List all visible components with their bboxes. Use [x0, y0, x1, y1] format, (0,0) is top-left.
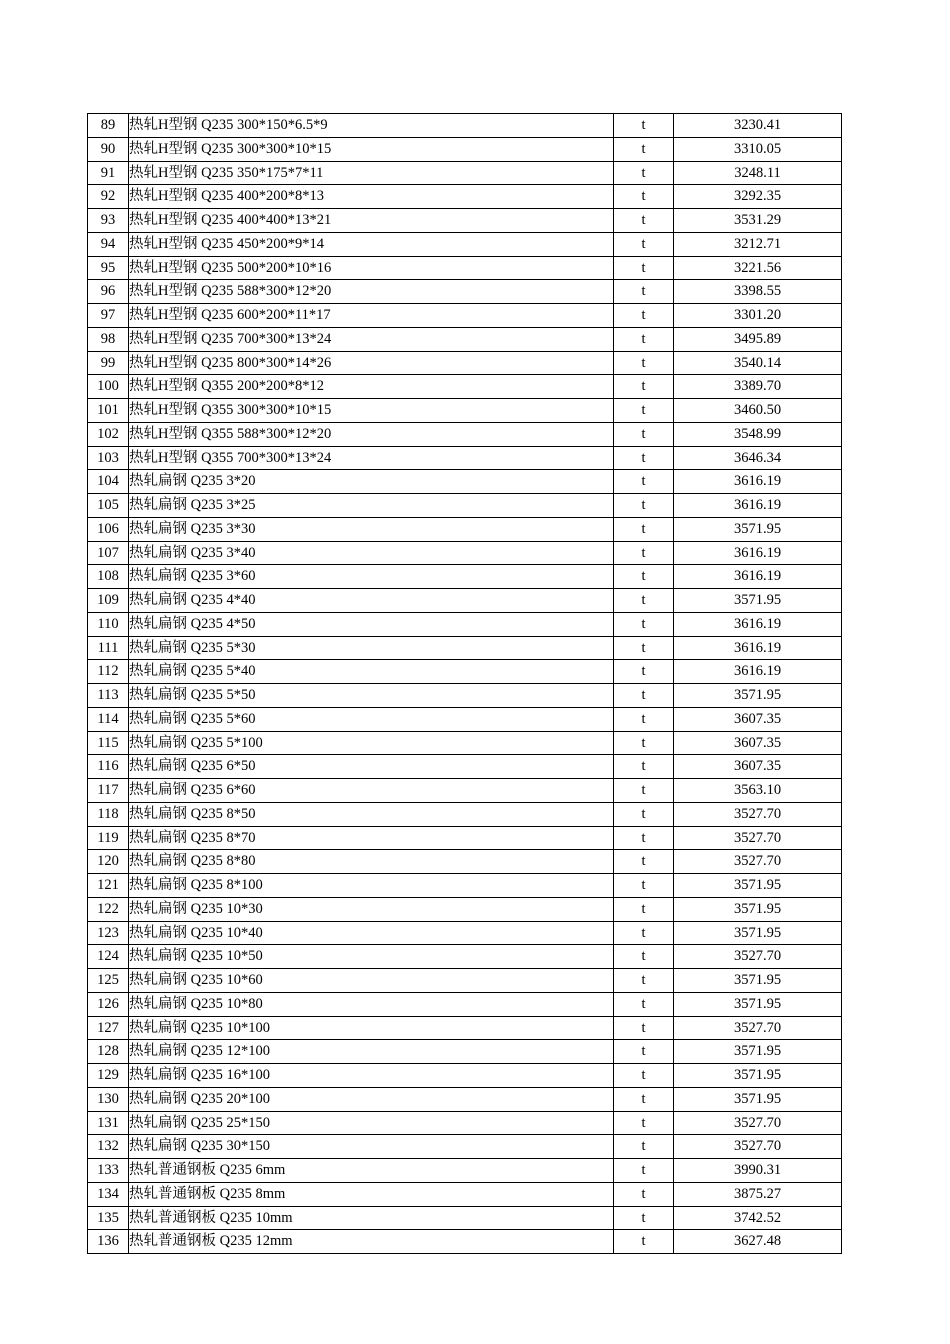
table-row — [88, 850, 842, 874]
row-price-cell: 3310.05 — [674, 137, 842, 161]
row-price-cell: 3571.95 — [674, 1064, 842, 1088]
row-index-cell: 125 — [88, 969, 129, 993]
row-index-cell: 114 — [88, 707, 129, 731]
row-price-cell: 3607.35 — [674, 731, 842, 755]
table-row — [88, 636, 842, 660]
row-name-cell: 热轧扁钢 Q235 10*50 — [129, 945, 614, 969]
row-unit-cell: t — [614, 921, 674, 945]
row-price-cell: 3460.50 — [674, 399, 842, 423]
table-row — [88, 969, 842, 993]
table-row — [88, 185, 842, 209]
row-price-cell: 3527.70 — [674, 1135, 842, 1159]
row-index-cell: 122 — [88, 897, 129, 921]
row-name-cell: 热轧H型钢 Q355 200*200*8*12 — [129, 375, 614, 399]
row-price-cell: 3607.35 — [674, 707, 842, 731]
row-unit-cell: t — [614, 731, 674, 755]
row-price-cell: 3616.19 — [674, 660, 842, 684]
row-index-cell: 89 — [88, 114, 129, 138]
row-index-cell: 119 — [88, 826, 129, 850]
row-name-cell: 热轧H型钢 Q235 800*300*14*26 — [129, 351, 614, 375]
row-unit-cell: t — [614, 992, 674, 1016]
table-row — [88, 1111, 842, 1135]
table-row — [88, 1087, 842, 1111]
row-unit-cell: t — [614, 1206, 674, 1230]
row-unit-cell: t — [614, 517, 674, 541]
row-index-cell: 134 — [88, 1182, 129, 1206]
row-index-cell: 135 — [88, 1206, 129, 1230]
row-unit-cell: t — [614, 945, 674, 969]
row-index-cell: 97 — [88, 304, 129, 328]
row-unit-cell: t — [614, 399, 674, 423]
row-name-cell: 热轧扁钢 Q235 20*100 — [129, 1087, 614, 1111]
row-unit-cell: t — [614, 897, 674, 921]
row-price-cell: 3616.19 — [674, 470, 842, 494]
row-price-cell: 3607.35 — [674, 755, 842, 779]
row-price-cell: 3495.89 — [674, 327, 842, 351]
row-name-cell: 热轧H型钢 Q355 700*300*13*24 — [129, 446, 614, 470]
table-row — [88, 541, 842, 565]
row-price-cell: 3527.70 — [674, 945, 842, 969]
row-price-cell: 3301.20 — [674, 304, 842, 328]
row-price-cell: 3571.95 — [674, 897, 842, 921]
row-index-cell: 129 — [88, 1064, 129, 1088]
row-unit-cell: t — [614, 209, 674, 233]
row-price-cell: 3742.52 — [674, 1206, 842, 1230]
row-name-cell: 热轧扁钢 Q235 5*60 — [129, 707, 614, 731]
row-price-cell: 3875.27 — [674, 1182, 842, 1206]
row-price-cell: 3563.10 — [674, 779, 842, 803]
table-row — [88, 470, 842, 494]
row-price-cell: 3527.70 — [674, 850, 842, 874]
row-index-cell: 96 — [88, 280, 129, 304]
table-row — [88, 992, 842, 1016]
row-name-cell: 热轧扁钢 Q235 10*40 — [129, 921, 614, 945]
row-price-cell: 3571.95 — [674, 589, 842, 613]
row-index-cell: 131 — [88, 1111, 129, 1135]
row-name-cell: 热轧H型钢 Q235 500*200*10*16 — [129, 256, 614, 280]
row-unit-cell: t — [614, 589, 674, 613]
row-unit-cell: t — [614, 375, 674, 399]
row-index-cell: 115 — [88, 731, 129, 755]
row-index-cell: 100 — [88, 375, 129, 399]
row-name-cell: 热轧扁钢 Q235 10*100 — [129, 1016, 614, 1040]
row-name-cell: 热轧扁钢 Q235 8*80 — [129, 850, 614, 874]
row-unit-cell: t — [614, 114, 674, 138]
row-price-cell: 3540.14 — [674, 351, 842, 375]
row-unit-cell: t — [614, 541, 674, 565]
row-price-cell: 3990.31 — [674, 1159, 842, 1183]
row-price-cell: 3527.70 — [674, 802, 842, 826]
row-unit-cell: t — [614, 446, 674, 470]
table-row — [88, 779, 842, 803]
table-row — [88, 802, 842, 826]
row-index-cell: 101 — [88, 399, 129, 423]
table-row — [88, 137, 842, 161]
row-name-cell: 热轧扁钢 Q235 4*40 — [129, 589, 614, 613]
row-price-cell: 3221.56 — [674, 256, 842, 280]
table-row — [88, 612, 842, 636]
row-price-cell: 3531.29 — [674, 209, 842, 233]
row-unit-cell: t — [614, 494, 674, 518]
row-name-cell: 热轧普通钢板 Q235 10mm — [129, 1206, 614, 1230]
row-unit-cell: t — [614, 684, 674, 708]
row-unit-cell: t — [614, 280, 674, 304]
row-index-cell: 95 — [88, 256, 129, 280]
row-name-cell: 热轧H型钢 Q235 350*175*7*11 — [129, 161, 614, 185]
table-row — [88, 731, 842, 755]
row-index-cell: 120 — [88, 850, 129, 874]
row-index-cell: 92 — [88, 185, 129, 209]
row-price-cell: 3616.19 — [674, 565, 842, 589]
row-name-cell: 热轧扁钢 Q235 4*50 — [129, 612, 614, 636]
table-row — [88, 1135, 842, 1159]
row-price-cell: 3616.19 — [674, 494, 842, 518]
row-index-cell: 136 — [88, 1230, 129, 1254]
row-unit-cell: t — [614, 612, 674, 636]
table-row — [88, 1064, 842, 1088]
row-unit-cell: t — [614, 755, 674, 779]
row-name-cell: 热轧H型钢 Q235 700*300*13*24 — [129, 327, 614, 351]
row-name-cell: 热轧H型钢 Q355 588*300*12*20 — [129, 422, 614, 446]
row-index-cell: 126 — [88, 992, 129, 1016]
row-unit-cell: t — [614, 232, 674, 256]
row-index-cell: 107 — [88, 541, 129, 565]
table-row — [88, 1182, 842, 1206]
table-row — [88, 589, 842, 613]
row-name-cell: 热轧扁钢 Q235 6*50 — [129, 755, 614, 779]
table-row — [88, 755, 842, 779]
row-name-cell: 热轧扁钢 Q235 3*40 — [129, 541, 614, 565]
row-name-cell: 热轧扁钢 Q235 8*50 — [129, 802, 614, 826]
row-index-cell: 111 — [88, 636, 129, 660]
row-index-cell: 118 — [88, 802, 129, 826]
table-row — [88, 256, 842, 280]
row-name-cell: 热轧扁钢 Q235 3*60 — [129, 565, 614, 589]
row-index-cell: 123 — [88, 921, 129, 945]
row-name-cell: 热轧扁钢 Q235 8*70 — [129, 826, 614, 850]
row-index-cell: 103 — [88, 446, 129, 470]
row-index-cell: 102 — [88, 422, 129, 446]
row-name-cell: 热轧扁钢 Q235 10*30 — [129, 897, 614, 921]
table-row — [88, 351, 842, 375]
row-price-cell: 3527.70 — [674, 1016, 842, 1040]
row-price-cell: 3616.19 — [674, 636, 842, 660]
row-price-cell: 3571.95 — [674, 1087, 842, 1111]
row-price-cell: 3571.95 — [674, 921, 842, 945]
row-index-cell: 90 — [88, 137, 129, 161]
row-unit-cell: t — [614, 707, 674, 731]
price-table — [87, 113, 842, 1254]
row-unit-cell: t — [614, 1135, 674, 1159]
row-price-cell: 3571.95 — [674, 969, 842, 993]
row-price-cell: 3292.35 — [674, 185, 842, 209]
row-name-cell: 热轧普通钢板 Q235 12mm — [129, 1230, 614, 1254]
row-index-cell: 117 — [88, 779, 129, 803]
row-unit-cell: t — [614, 969, 674, 993]
row-unit-cell: t — [614, 1040, 674, 1064]
row-price-cell: 3616.19 — [674, 612, 842, 636]
table-row — [88, 517, 842, 541]
row-name-cell: 热轧扁钢 Q235 25*150 — [129, 1111, 614, 1135]
row-index-cell: 112 — [88, 660, 129, 684]
row-unit-cell: t — [614, 802, 674, 826]
table-row — [88, 660, 842, 684]
table-row — [88, 161, 842, 185]
row-unit-cell: t — [614, 779, 674, 803]
row-index-cell: 128 — [88, 1040, 129, 1064]
table-row — [88, 684, 842, 708]
row-unit-cell: t — [614, 470, 674, 494]
table-row — [88, 375, 842, 399]
row-unit-cell: t — [614, 1182, 674, 1206]
row-name-cell: 热轧扁钢 Q235 16*100 — [129, 1064, 614, 1088]
row-index-cell: 105 — [88, 494, 129, 518]
table-row — [88, 1206, 842, 1230]
row-unit-cell: t — [614, 137, 674, 161]
row-price-cell: 3616.19 — [674, 541, 842, 565]
row-price-cell: 3646.34 — [674, 446, 842, 470]
table-row — [88, 399, 842, 423]
row-price-cell: 3548.99 — [674, 422, 842, 446]
row-index-cell: 116 — [88, 755, 129, 779]
table-row — [88, 1159, 842, 1183]
row-name-cell: 热轧扁钢 Q235 10*60 — [129, 969, 614, 993]
row-index-cell: 121 — [88, 874, 129, 898]
table-row — [88, 945, 842, 969]
row-index-cell: 108 — [88, 565, 129, 589]
row-unit-cell: t — [614, 850, 674, 874]
row-price-cell: 3571.95 — [674, 684, 842, 708]
row-index-cell: 113 — [88, 684, 129, 708]
row-name-cell: 热轧H型钢 Q235 300*300*10*15 — [129, 137, 614, 161]
row-name-cell: 热轧扁钢 Q235 6*60 — [129, 779, 614, 803]
row-price-cell: 3398.55 — [674, 280, 842, 304]
row-name-cell: 热轧扁钢 Q235 12*100 — [129, 1040, 614, 1064]
row-price-cell: 3248.11 — [674, 161, 842, 185]
row-unit-cell: t — [614, 1159, 674, 1183]
row-index-cell: 106 — [88, 517, 129, 541]
row-name-cell: 热轧扁钢 Q235 3*30 — [129, 517, 614, 541]
row-index-cell: 93 — [88, 209, 129, 233]
row-name-cell: 热轧H型钢 Q235 450*200*9*14 — [129, 232, 614, 256]
row-name-cell: 热轧扁钢 Q235 5*30 — [129, 636, 614, 660]
row-index-cell: 133 — [88, 1159, 129, 1183]
table-row — [88, 114, 842, 138]
row-unit-cell: t — [614, 1111, 674, 1135]
row-name-cell: 热轧扁钢 Q235 5*40 — [129, 660, 614, 684]
row-unit-cell: t — [614, 1064, 674, 1088]
row-price-cell: 3527.70 — [674, 1111, 842, 1135]
row-name-cell: 热轧H型钢 Q235 600*200*11*17 — [129, 304, 614, 328]
row-unit-cell: t — [614, 874, 674, 898]
row-price-cell: 3527.70 — [674, 826, 842, 850]
row-name-cell: 热轧H型钢 Q355 300*300*10*15 — [129, 399, 614, 423]
row-name-cell: 热轧普通钢板 Q235 8mm — [129, 1182, 614, 1206]
row-unit-cell: t — [614, 351, 674, 375]
row-price-cell: 3571.95 — [674, 874, 842, 898]
row-unit-cell: t — [614, 256, 674, 280]
row-index-cell: 99 — [88, 351, 129, 375]
row-index-cell: 127 — [88, 1016, 129, 1040]
row-unit-cell: t — [614, 826, 674, 850]
row-name-cell: 热轧扁钢 Q235 10*80 — [129, 992, 614, 1016]
price-table-container — [87, 113, 841, 1254]
row-unit-cell: t — [614, 1016, 674, 1040]
table-row — [88, 209, 842, 233]
row-name-cell: 热轧扁钢 Q235 5*100 — [129, 731, 614, 755]
row-unit-cell: t — [614, 660, 674, 684]
row-unit-cell: t — [614, 185, 674, 209]
row-name-cell: 热轧扁钢 Q235 30*150 — [129, 1135, 614, 1159]
row-unit-cell: t — [614, 636, 674, 660]
table-row — [88, 565, 842, 589]
row-price-cell: 3571.95 — [674, 992, 842, 1016]
table-row — [88, 304, 842, 328]
row-price-cell: 3230.41 — [674, 114, 842, 138]
row-index-cell: 124 — [88, 945, 129, 969]
row-name-cell: 热轧H型钢 Q235 588*300*12*20 — [129, 280, 614, 304]
row-index-cell: 130 — [88, 1087, 129, 1111]
table-row — [88, 280, 842, 304]
row-index-cell: 132 — [88, 1135, 129, 1159]
row-name-cell: 热轧H型钢 Q235 400*200*8*13 — [129, 185, 614, 209]
table-row — [88, 494, 842, 518]
table-row — [88, 446, 842, 470]
row-price-cell: 3571.95 — [674, 517, 842, 541]
price-table-body — [88, 114, 842, 1254]
row-unit-cell: t — [614, 565, 674, 589]
row-index-cell: 98 — [88, 327, 129, 351]
row-index-cell: 104 — [88, 470, 129, 494]
row-name-cell: 热轧扁钢 Q235 8*100 — [129, 874, 614, 898]
row-name-cell: 热轧扁钢 Q235 3*20 — [129, 470, 614, 494]
row-name-cell: 热轧扁钢 Q235 5*50 — [129, 684, 614, 708]
row-index-cell: 109 — [88, 589, 129, 613]
row-unit-cell: t — [614, 1230, 674, 1254]
row-price-cell: 3627.48 — [674, 1230, 842, 1254]
table-row — [88, 327, 842, 351]
row-index-cell: 91 — [88, 161, 129, 185]
row-unit-cell: t — [614, 304, 674, 328]
row-index-cell: 94 — [88, 232, 129, 256]
row-name-cell: 热轧H型钢 Q235 400*400*13*21 — [129, 209, 614, 233]
table-row — [88, 921, 842, 945]
table-row — [88, 1230, 842, 1254]
row-price-cell: 3389.70 — [674, 375, 842, 399]
row-name-cell: 热轧普通钢板 Q235 6mm — [129, 1159, 614, 1183]
row-price-cell: 3212.71 — [674, 232, 842, 256]
table-row — [88, 1040, 842, 1064]
row-price-cell: 3571.95 — [674, 1040, 842, 1064]
table-row — [88, 422, 842, 446]
table-row — [88, 897, 842, 921]
table-row — [88, 707, 842, 731]
row-unit-cell: t — [614, 1087, 674, 1111]
row-name-cell: 热轧H型钢 Q235 300*150*6.5*9 — [129, 114, 614, 138]
table-row — [88, 232, 842, 256]
row-unit-cell: t — [614, 327, 674, 351]
row-unit-cell: t — [614, 422, 674, 446]
row-unit-cell: t — [614, 161, 674, 185]
row-name-cell: 热轧扁钢 Q235 3*25 — [129, 494, 614, 518]
table-row — [88, 874, 842, 898]
row-index-cell: 110 — [88, 612, 129, 636]
table-row — [88, 826, 842, 850]
table-row — [88, 1016, 842, 1040]
